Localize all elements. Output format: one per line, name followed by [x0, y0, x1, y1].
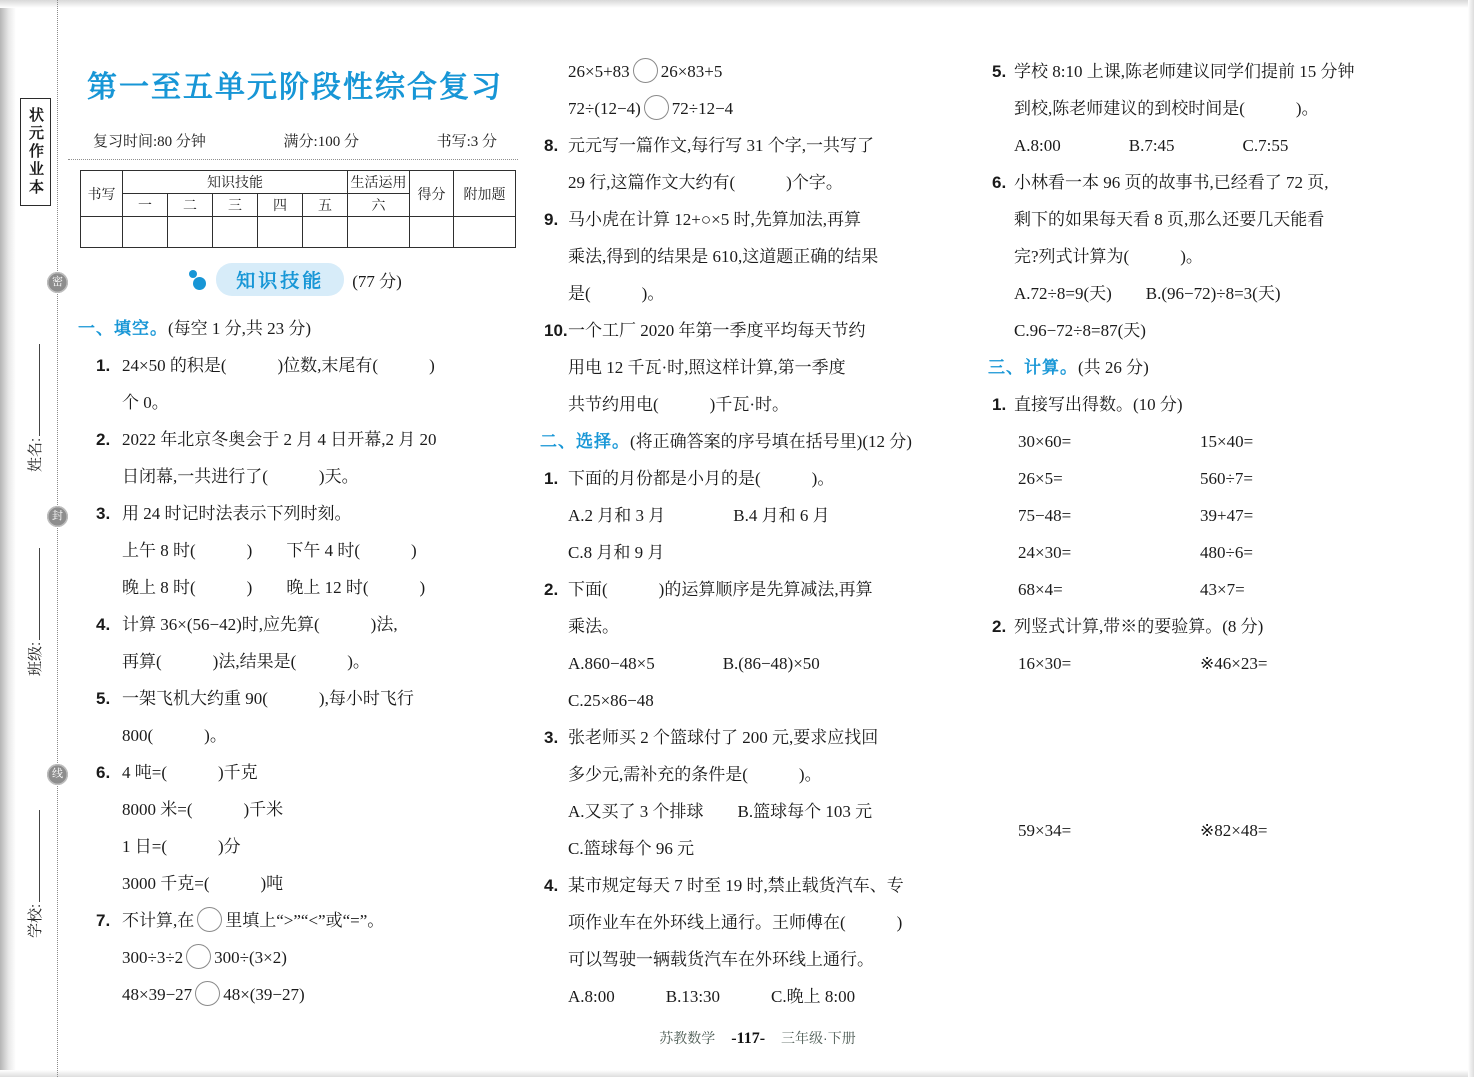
text-line: 29 行,这篇作文大约有( )个字。 — [568, 173, 843, 192]
dotted-separator — [68, 159, 518, 160]
text-line: 完?列式计算为( )。 — [1014, 247, 1203, 266]
calculation-left: 16×30= — [1018, 654, 1072, 673]
text-line: 用 24 时记时法表示下列时刻。 — [122, 504, 352, 523]
section-badge: 知识技能 — [216, 263, 344, 296]
calculation-right: 560÷7= — [1200, 469, 1253, 488]
question-number: 2. — [96, 430, 111, 449]
score-cell-empty — [81, 217, 123, 248]
text-line: 可以驾驶一辆载货汽车在外环线上通行。 — [568, 950, 874, 969]
text-line: C.8 月和 9 月 — [568, 543, 665, 562]
score-col-handwriting: 书写 — [81, 171, 123, 217]
question — [78, 606, 523, 680]
score-table — [80, 170, 516, 248]
text-line: 一架飞机大约重 90( ),每小时飞行 — [122, 689, 414, 708]
text-line: 1 日=( )分 — [122, 837, 241, 856]
comparison-circle — [644, 95, 669, 120]
question-number: 1. — [96, 356, 111, 375]
text-line: 26×5+83 26×83+5 — [568, 53, 975, 90]
comparison-circle — [186, 944, 211, 969]
binding-dotted-line — [57, 0, 58, 1077]
question-number: 1. — [992, 395, 1007, 414]
calculation-left: 24×30= — [1018, 543, 1072, 562]
text-line: 72÷(12−4) 72÷12−4 — [568, 90, 975, 127]
text-line: 日闭幕,一共进行了( )天。 — [122, 467, 359, 486]
text-line: 项作业车在外环线上通行。王师傅在( ) — [568, 913, 903, 932]
section-heading-note: (共 26 分) — [1078, 358, 1149, 377]
text-line: 元元写一篇作文,每行写 31 个字,一共写了 — [568, 136, 874, 155]
section-badge-score: (77 分) — [352, 272, 402, 291]
page-edge-left — [0, 0, 16, 1077]
comparison-circle — [197, 907, 222, 932]
comparison-circle — [195, 981, 220, 1006]
text-line: 张老师买 2 个篮球付了 200 元,要求应找回 — [568, 728, 879, 747]
text-line: 晚上 8 时( ) 晚上 12 时( ) — [122, 578, 426, 597]
calculation-right: ※82×48= — [1200, 821, 1268, 840]
brand-box: 状元作业本 — [20, 98, 51, 206]
page-edge-top — [0, 0, 1474, 8]
calculation-pair-row — [988, 645, 1458, 682]
text-line: 用电 12 千瓦·时,照这样计算,第一季度 — [568, 358, 846, 377]
text-line: 是( )。 — [568, 284, 665, 303]
text-line: A.860−48×5 B.(86−48)×50 — [568, 654, 820, 673]
page-title: 第一至五单元阶段性综合复习 — [87, 71, 503, 104]
text-line: 列竖式计算,带※的要验算。(8 分) — [1014, 617, 1264, 636]
comparison-circle — [633, 58, 658, 83]
text-line: 3000 千克=( )吨 — [122, 874, 284, 893]
score-cell-empty — [410, 217, 454, 248]
footer-page-number: -117- — [731, 1030, 766, 1047]
student-name-blank-line — [25, 344, 40, 436]
text-line: A.8:00 B.13:30 C.晚上 8:00 — [568, 987, 856, 1006]
text-line: 某市规定每天 7 时至 19 时,禁止载货汽车、专 — [568, 876, 904, 895]
calculation-right: 15×40= — [1200, 432, 1254, 451]
question-number: 2. — [992, 617, 1007, 636]
calculation-pair-row — [988, 571, 1458, 608]
score-col-score: 得分 — [410, 171, 454, 217]
school-blank-line — [25, 810, 40, 902]
question — [988, 164, 1458, 349]
text-line: 马小虎在计算 12+○×5 时,先算加法,再算 — [568, 210, 861, 229]
seal-badge-feng: 封 — [47, 506, 68, 527]
calculation-left: 59×34= — [1018, 821, 1072, 840]
text-line: A.2 月和 3 月 B.4 月和 6 月 — [568, 506, 830, 525]
question — [78, 347, 523, 421]
page-edge-bottom — [0, 1070, 1474, 1077]
question-number: 2. — [544, 580, 559, 599]
text-line: 800( )。 — [122, 726, 227, 745]
column-2 — [540, 53, 975, 1015]
question — [540, 127, 975, 201]
text-line: 计算 36×(56−42)时,应先算( )法, — [122, 615, 398, 634]
text-line: A.8:00 B.7:45 C.7:55 — [1014, 136, 1289, 155]
question-number: 5. — [992, 62, 1007, 81]
seal-badge-mi: 密 — [47, 272, 68, 293]
question-number: 3. — [544, 728, 559, 747]
section-heading-note: (将正确答案的序号填在括号里)(12 分) — [630, 432, 912, 451]
school-field — [24, 810, 45, 938]
score-col-bonus: 附加题 — [454, 171, 516, 217]
score-cell-empty — [303, 217, 348, 248]
meta-handwriting: 书写:3 分 — [436, 134, 497, 150]
question-number: 6. — [992, 173, 1007, 192]
text-line: 一个工厂 2020 年第一季度平均每天节约 — [568, 321, 866, 340]
text-line: 小林看一本 96 页的故事书,已经看了 72 页, — [1014, 173, 1329, 192]
calculation-right: 43×7= — [1200, 580, 1245, 599]
question-number: 4. — [544, 876, 559, 895]
unit-3: 三 — [213, 194, 258, 217]
question — [540, 867, 975, 1015]
text-line: 再算( )法,结果是( )。 — [122, 652, 370, 671]
question — [540, 312, 975, 423]
calculation-pair-row — [988, 534, 1458, 571]
text-line: 不计算,在 里填上“>”“<”或“=”。 — [122, 902, 523, 939]
column-3 — [988, 53, 1458, 849]
question — [78, 421, 523, 495]
question — [540, 719, 975, 867]
student-name-field — [24, 344, 45, 472]
text-line: 下面的月份都是小月的是( )。 — [568, 469, 835, 488]
calculation-left: 30×60= — [1018, 432, 1072, 451]
question-continuation — [540, 53, 975, 127]
section-heading — [540, 423, 975, 460]
section-heading — [988, 349, 1458, 386]
seal-badge-xian: 线 — [47, 764, 68, 785]
score-col-life: 生活运用 — [348, 171, 410, 194]
unit-6: 六 — [348, 194, 410, 217]
calculation-left: 26×5= — [1018, 469, 1063, 488]
score-cell-empty — [258, 217, 303, 248]
school-label: 学校: — [27, 903, 44, 938]
calculation-left: 75−48= — [1018, 506, 1072, 525]
text-line: 到校,陈老师建议的到校时间是( )。 — [1014, 99, 1319, 118]
unit-2: 二 — [168, 194, 213, 217]
score-cell-empty — [123, 217, 168, 248]
calculation-pair-row — [988, 812, 1458, 849]
text-line: 乘法,得到的结果是 610,这道题正确的结果 — [568, 247, 879, 266]
question-number: 10. — [544, 321, 568, 340]
meta-time: 复习时间:80 分钟 — [93, 134, 206, 150]
question — [988, 608, 1458, 645]
page-edge-right — [1468, 0, 1474, 1077]
exam-meta — [75, 130, 515, 151]
class-blank-line — [25, 548, 40, 640]
question — [540, 571, 975, 719]
text-line: 直接写出得数。(10 分) — [1014, 395, 1183, 414]
text-line: 48×39−27 48×(39−27) — [122, 976, 523, 1013]
question-number: 6. — [96, 763, 111, 782]
score-cell-empty — [348, 217, 410, 248]
question — [988, 386, 1458, 423]
calculation-pair-row — [988, 460, 1458, 497]
unit-4: 四 — [258, 194, 303, 217]
footer-series: 苏教数学 — [659, 1030, 716, 1046]
calculation-pair-row — [988, 423, 1458, 460]
text-line: A.又买了 3 个排球 B.篮球每个 103 元 — [568, 802, 873, 821]
section-badge-row — [75, 263, 515, 296]
text-line: A.72÷8=9(天) B.(96−72)÷8=3(天) — [1014, 284, 1281, 303]
question-number: 7. — [96, 911, 111, 930]
text-line: 学校 8:10 上课,陈老师建议同学们提前 15 分钟 — [1014, 62, 1355, 81]
class-label: 班级: — [27, 641, 44, 676]
unit-1: 一 — [123, 194, 168, 217]
section-heading-title: 二、选择。 — [540, 432, 630, 451]
question — [988, 53, 1458, 164]
section-heading-title: 一、填空。 — [78, 319, 168, 338]
text-line: 8000 米=( )千米 — [122, 800, 284, 819]
calculation-right: 39+47= — [1200, 506, 1254, 525]
text-line: C.篮球每个 96 元 — [568, 839, 695, 858]
score-col-knowledge: 知识技能 — [123, 171, 348, 194]
question — [78, 680, 523, 754]
question — [78, 902, 523, 1013]
text-line: 个 0。 — [122, 393, 169, 412]
text-line: 300÷3÷2 300÷(3×2) — [122, 939, 523, 976]
two-dots-icon — [188, 268, 208, 292]
text-line: C.96−72÷8=87(天) — [1014, 321, 1146, 340]
calculation-right: ※46×23= — [1200, 654, 1268, 673]
text-line: 多少元,需补充的条件是( )。 — [568, 765, 822, 784]
calculation-right: 480÷6= — [1200, 543, 1253, 562]
class-field — [24, 548, 45, 676]
score-cell-empty — [168, 217, 213, 248]
question-number: 8. — [544, 136, 559, 155]
question-number: 9. — [544, 210, 559, 229]
question — [78, 754, 523, 902]
question-number: 5. — [96, 689, 111, 708]
section-heading-title: 三、计算。 — [988, 358, 1078, 377]
text-line: C.25×86−48 — [568, 691, 654, 710]
question-number: 3. — [96, 504, 111, 523]
text-line: 下面( )的运算顺序是先算减法,再算 — [568, 580, 873, 599]
text-line: 4 吨=( )千克 — [122, 763, 258, 782]
student-name-label: 姓名: — [27, 437, 44, 472]
question-number: 1. — [544, 469, 559, 488]
question — [540, 201, 975, 312]
text-line: 共节约用电( )千瓦·时。 — [568, 395, 789, 414]
question — [540, 460, 975, 571]
section-heading-note: (每空 1 分,共 23 分) — [168, 319, 312, 338]
calculation-left: 68×4= — [1018, 580, 1063, 599]
page-footer — [540, 1028, 975, 1048]
text-line: 剩下的如果每天看 8 页,那么还要几天能看 — [1014, 210, 1325, 229]
calculation-pair-row — [988, 497, 1458, 534]
working-space — [988, 682, 1458, 812]
text-line: 24×50 的积是( )位数,末尾有( ) — [122, 356, 435, 375]
question-number: 4. — [96, 615, 111, 634]
meta-full-score: 满分:100 分 — [283, 134, 359, 150]
question — [78, 495, 523, 606]
text-line: 2022 年北京冬奥会于 2 月 4 日开幕,2 月 20 — [122, 430, 437, 449]
unit-5: 五 — [303, 194, 348, 217]
text-line: 乘法。 — [568, 617, 619, 636]
column-1 — [78, 310, 523, 1013]
footer-grade: 三年级·下册 — [781, 1030, 856, 1046]
section-heading — [78, 310, 523, 347]
text-line: 上午 8 时( ) 下午 4 时( ) — [122, 541, 417, 560]
score-cell-empty — [454, 217, 516, 248]
score-cell-empty — [213, 217, 258, 248]
